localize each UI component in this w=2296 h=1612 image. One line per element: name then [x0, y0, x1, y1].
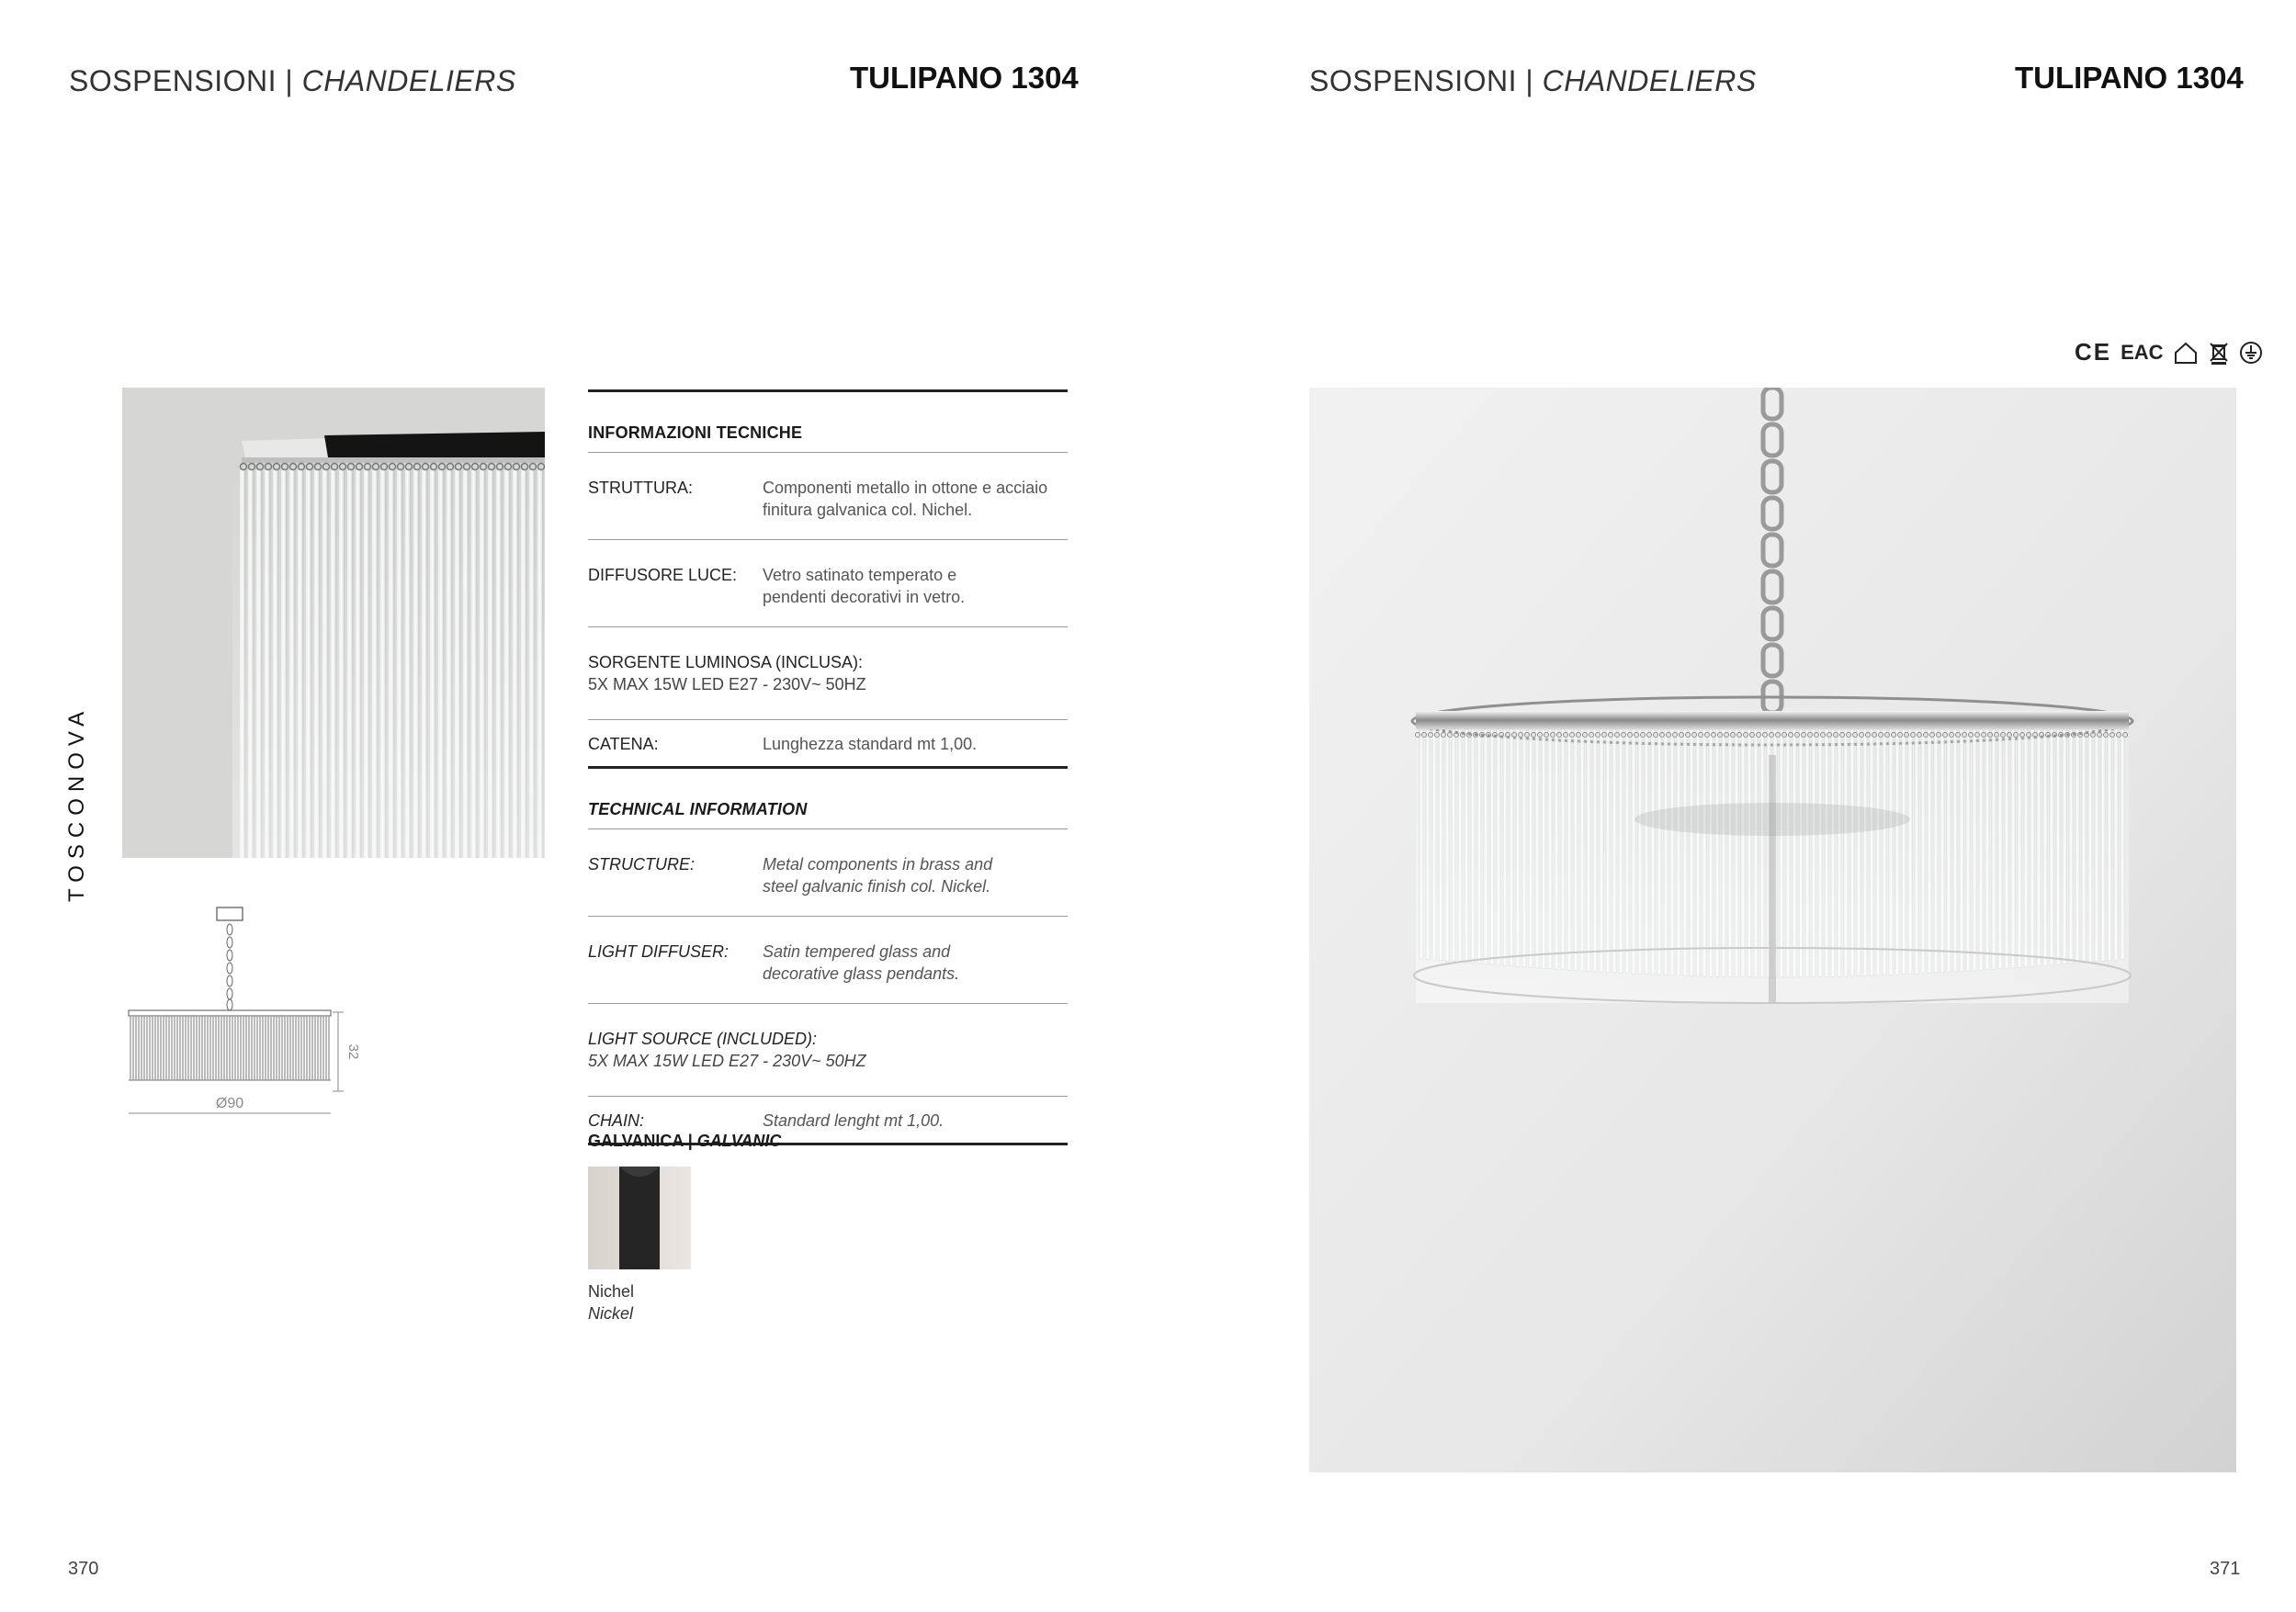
ce-mark: CE [2075, 338, 2112, 366]
brand-vertical: TOSCONOVA [64, 705, 89, 902]
spec-row [588, 917, 1068, 1003]
page-number-left: 370 [68, 1559, 99, 1579]
tech-heading-it: INFORMAZIONI TECNICHE [588, 423, 803, 442]
spec-label: CATENA: [588, 735, 659, 753]
left-section-title: SOSPENSIONI | CHANDELIERS [69, 64, 516, 97]
spec-row [588, 720, 1068, 766]
indoor-icon [2173, 341, 2199, 365]
spec-table [588, 389, 1068, 1145]
page-number-right: 371 [2210, 1559, 2241, 1579]
spec-value: Metal components in brass and steel galvanic finish col. Nickel. [763, 855, 993, 896]
spec-value: Lunghezza standard mt 1,00. [763, 735, 978, 753]
right-section-title: SOSPENSIONI | CHANDELIERS [1309, 64, 1757, 97]
product-photo [1309, 388, 2236, 1472]
technical-drawing [119, 900, 368, 1121]
detail-photo-art [122, 388, 545, 858]
spec-label: DIFFUSORE LUCE: [588, 566, 738, 584]
spec-value: Vetro satinato temperato e pendenti decorativi in vetro. [763, 566, 966, 606]
spec-label: LIGHT DIFFUSER: [588, 942, 730, 961]
spec-label: CHAIN: [588, 1111, 645, 1130]
light-source-it: SORGENTE LUMINOSA (INCLUSA): 5X MAX 15W LED E27 - 230V~ 50HZ [588, 653, 866, 693]
tech-heading-en: TECHNICAL INFORMATION [588, 800, 808, 818]
eac-mark: EAC [2121, 340, 2164, 364]
spec-row [588, 453, 1068, 539]
diameter-label: Ø90 [215, 1096, 244, 1111]
swatch-label: Nichel Nickel [588, 1282, 635, 1323]
spec-value: Componenti metallo in ottone e acciaio finitura galvanica col. Nichel. [763, 479, 1048, 519]
wee-bin-icon [2208, 341, 2230, 365]
earth-ground-icon [2239, 341, 2263, 365]
spec-label: STRUTTURA: [588, 479, 693, 497]
product-photo-art [1309, 388, 2236, 1472]
spec-value: Standard lenght mt 1,00. [763, 1111, 944, 1130]
height-label: 32 [345, 1043, 361, 1060]
spec-row [588, 829, 1068, 916]
light-source-en: LIGHT SOURCE (INCLUDED): 5X MAX 15W LED E27 - 230V~ 50HZ [588, 1030, 866, 1070]
certifications [2075, 338, 2263, 366]
left-model-title: TULIPANO 1304 [850, 61, 1079, 95]
detail-photo [122, 388, 545, 858]
spec-value: Satin tempered glass and decorative glass pendants. [763, 942, 960, 983]
right-model-title: TULIPANO 1304 [2015, 61, 2244, 95]
spec-row [588, 540, 1068, 626]
galvanic-title: GALVANICA | GALVANIC [588, 1132, 782, 1150]
nickel-swatch [588, 1167, 691, 1269]
spec-label: STRUCTURE: [588, 855, 695, 874]
